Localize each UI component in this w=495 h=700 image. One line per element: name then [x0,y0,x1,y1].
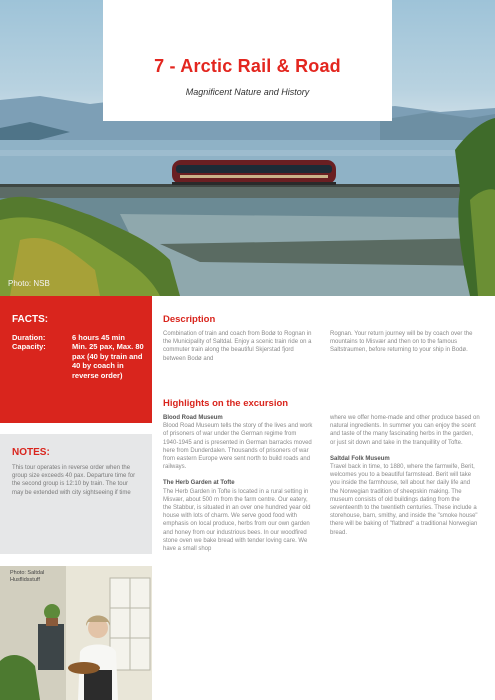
facts-panel [0,296,152,423]
highlight-item [163,414,313,471]
highlight-item [163,479,313,553]
page-subtitle: Magnificent Nature and History [185,87,310,97]
highlight-text: Travel back in time, to 1880, where the farmwife, Berit, welcomes you to a beautiful farmstead. Berit will take you inside the farmhouse, tell about her daily life and the Norwegian tradition of sheepskin making. The museum consists of old buildings dating from the seventeenth to the twentieth centuries. These include a storehouse, barn, smithy, and inside the "smoke house" there will be baking of "flatbrød" a traditional Norwegian bread. [330,464,478,536]
highlight-item [330,455,480,537]
page-title: 7 - Arctic Rail & Road [154,56,341,76]
facts-label: Duration: [12,333,46,342]
highlight-item [330,414,480,447]
highlight-title: Blood Road Museum [163,415,223,421]
highlight-text: where we offer home-made and other produce based on natural ingredients. In summer you can enjoy the scent and taste of the many fascinating herbs in the garden, or just sit down and take in the tranquillity of Tofte. [330,415,480,446]
highlight-title: The Herb Garden at Tofte [163,480,235,487]
portrait-photo [0,566,152,700]
description-col2: Rognan. Your return journey will be by coach over the mountains to Misvær and then on to the famous Saltstraumen, before returning to your ship in Bodø. [330,331,473,354]
portrait-caption [10,570,44,584]
facts-heading: FACTS: [12,314,49,325]
facts-label: Capacity: [12,342,46,351]
portrait-caption-line: Photo: Saltdal [10,570,45,576]
highlights-heading: Highlights on the excursion [163,398,289,409]
title-card [103,0,392,121]
description-col1: Combination of train and coach from Bodø to Rognan in the Municipality of Saltdal. Enjoy a scenic train ride on a commuter train along the beautiful Skjerstad fjord between Bodø and [163,331,312,362]
notes-heading: NOTES: [12,447,50,458]
highlights-col1 [163,414,313,553]
highlights-col2 [330,414,480,537]
highlight-text: The Herb Garden in Tofte is located in a rural setting in Misvær, about 500 m from the farm centre. Our eatery, the Stabbur, is situated in an over one hundred year old house with lots of charm. We serve good food with emphasis on local produce, herbs from our own garden and honey from our industrious bees. In our woodfired stone oven we bake bread with tender loving care. We have a small shop [163,488,311,553]
highlight-title: Saltdal Folk Museum [330,455,390,462]
train-graphic [172,160,336,185]
facts-value: 6 hours 45 min [72,333,125,342]
photo-credit: Photo: NSB [8,279,50,288]
highlight-text: Blood Road Museum tells the story of the lives and work of prisoners of war under the German regime from 1940-1945 and is presented in German barracks moved here from Dunderdalen. Thousands of prisoners of war from eastern Europe were sent north to build roads and railways. [163,423,313,471]
portrait-caption-line: Husflidsstuff [10,577,40,583]
description-heading: Description [163,314,216,325]
facts-value: Min. 25 pax, Max. 80 pax (40 by train and 40 by coach in reverse order) [72,342,144,380]
notes-panel [0,434,152,554]
notes-text: This tour operates in reverse order when the group size exceeds 40 pax. Departure time for the second group is 12:10 by train. The tour may be extended with city sightseeing if time [12,465,136,496]
portrait-illustration [0,566,152,700]
